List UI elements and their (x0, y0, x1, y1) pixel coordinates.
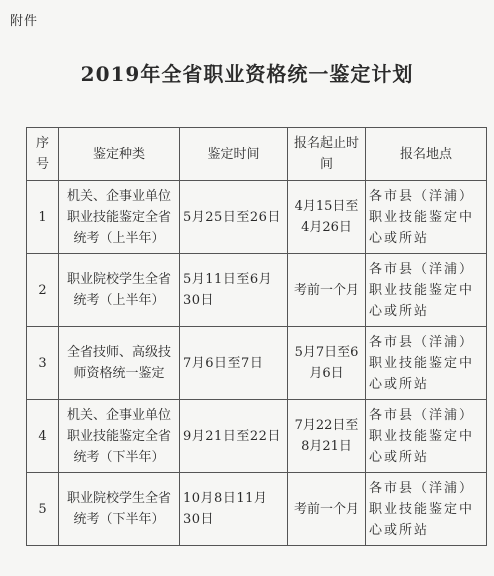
document-title: 2019年全省职业资格统一鉴定计划 (80, 62, 414, 86)
cell-location: 各市县（洋浦）职业技能鉴定中心或所站 (366, 473, 487, 546)
cell-time: 10月8日11月30日 (180, 473, 288, 546)
header-location: 报名地点 (366, 128, 487, 181)
cell-registration: 考前一个月 (288, 473, 366, 546)
cell-registration: 5月7日至6月6日 (288, 327, 366, 400)
table-row (27, 327, 487, 400)
cell-index: 4 (27, 400, 59, 473)
cell-location: 各市县（洋浦）职业技能鉴定中心或所站 (366, 181, 487, 254)
header-registration: 报名起止时间 (288, 128, 366, 181)
cell-location: 各市县（洋浦）职业技能鉴定中心或所站 (366, 400, 487, 473)
cell-index: 5 (27, 473, 59, 546)
cell-registration: 4月15日至4月26日 (288, 181, 366, 254)
table-row (27, 400, 487, 473)
cell-registration: 7月22日至8月21日 (288, 400, 366, 473)
header-time: 鉴定时间 (180, 128, 288, 181)
cell-type: 职业院校学生全省统考（下半年） (59, 473, 180, 546)
attachment-label: 附件 (10, 14, 39, 29)
cell-type: 职业院校学生全省统考（上半年） (59, 254, 180, 327)
cell-location: 各市县（洋浦）职业技能鉴定中心或所站 (366, 254, 487, 327)
cell-type: 机关、企事业单位职业技能鉴定全省统考（上半年） (59, 181, 180, 254)
table-row (27, 473, 487, 546)
cell-time: 5月11日至6月30日 (180, 254, 288, 327)
cell-time: 9月21日至22日 (180, 400, 288, 473)
cell-location: 各市县（洋浦）职业技能鉴定中心或所站 (366, 327, 487, 400)
cell-time: 7月6日至7日 (180, 327, 288, 400)
table-row (27, 254, 487, 327)
cell-registration: 考前一个月 (288, 254, 366, 327)
cell-type: 机关、企事业单位职业技能鉴定全省统考（下半年） (59, 400, 180, 473)
header-type: 鉴定种类 (59, 128, 180, 181)
cell-index: 3 (27, 327, 59, 400)
table-header-row (27, 128, 487, 181)
cell-index: 1 (27, 181, 59, 254)
cell-index: 2 (27, 254, 59, 327)
cell-time: 5月25日至26日 (180, 181, 288, 254)
table-row (27, 181, 487, 254)
header-index: 序号 (27, 128, 59, 181)
exam-schedule-table (26, 127, 487, 546)
cell-type: 全省技师、高级技师资格统一鉴定 (59, 327, 180, 400)
